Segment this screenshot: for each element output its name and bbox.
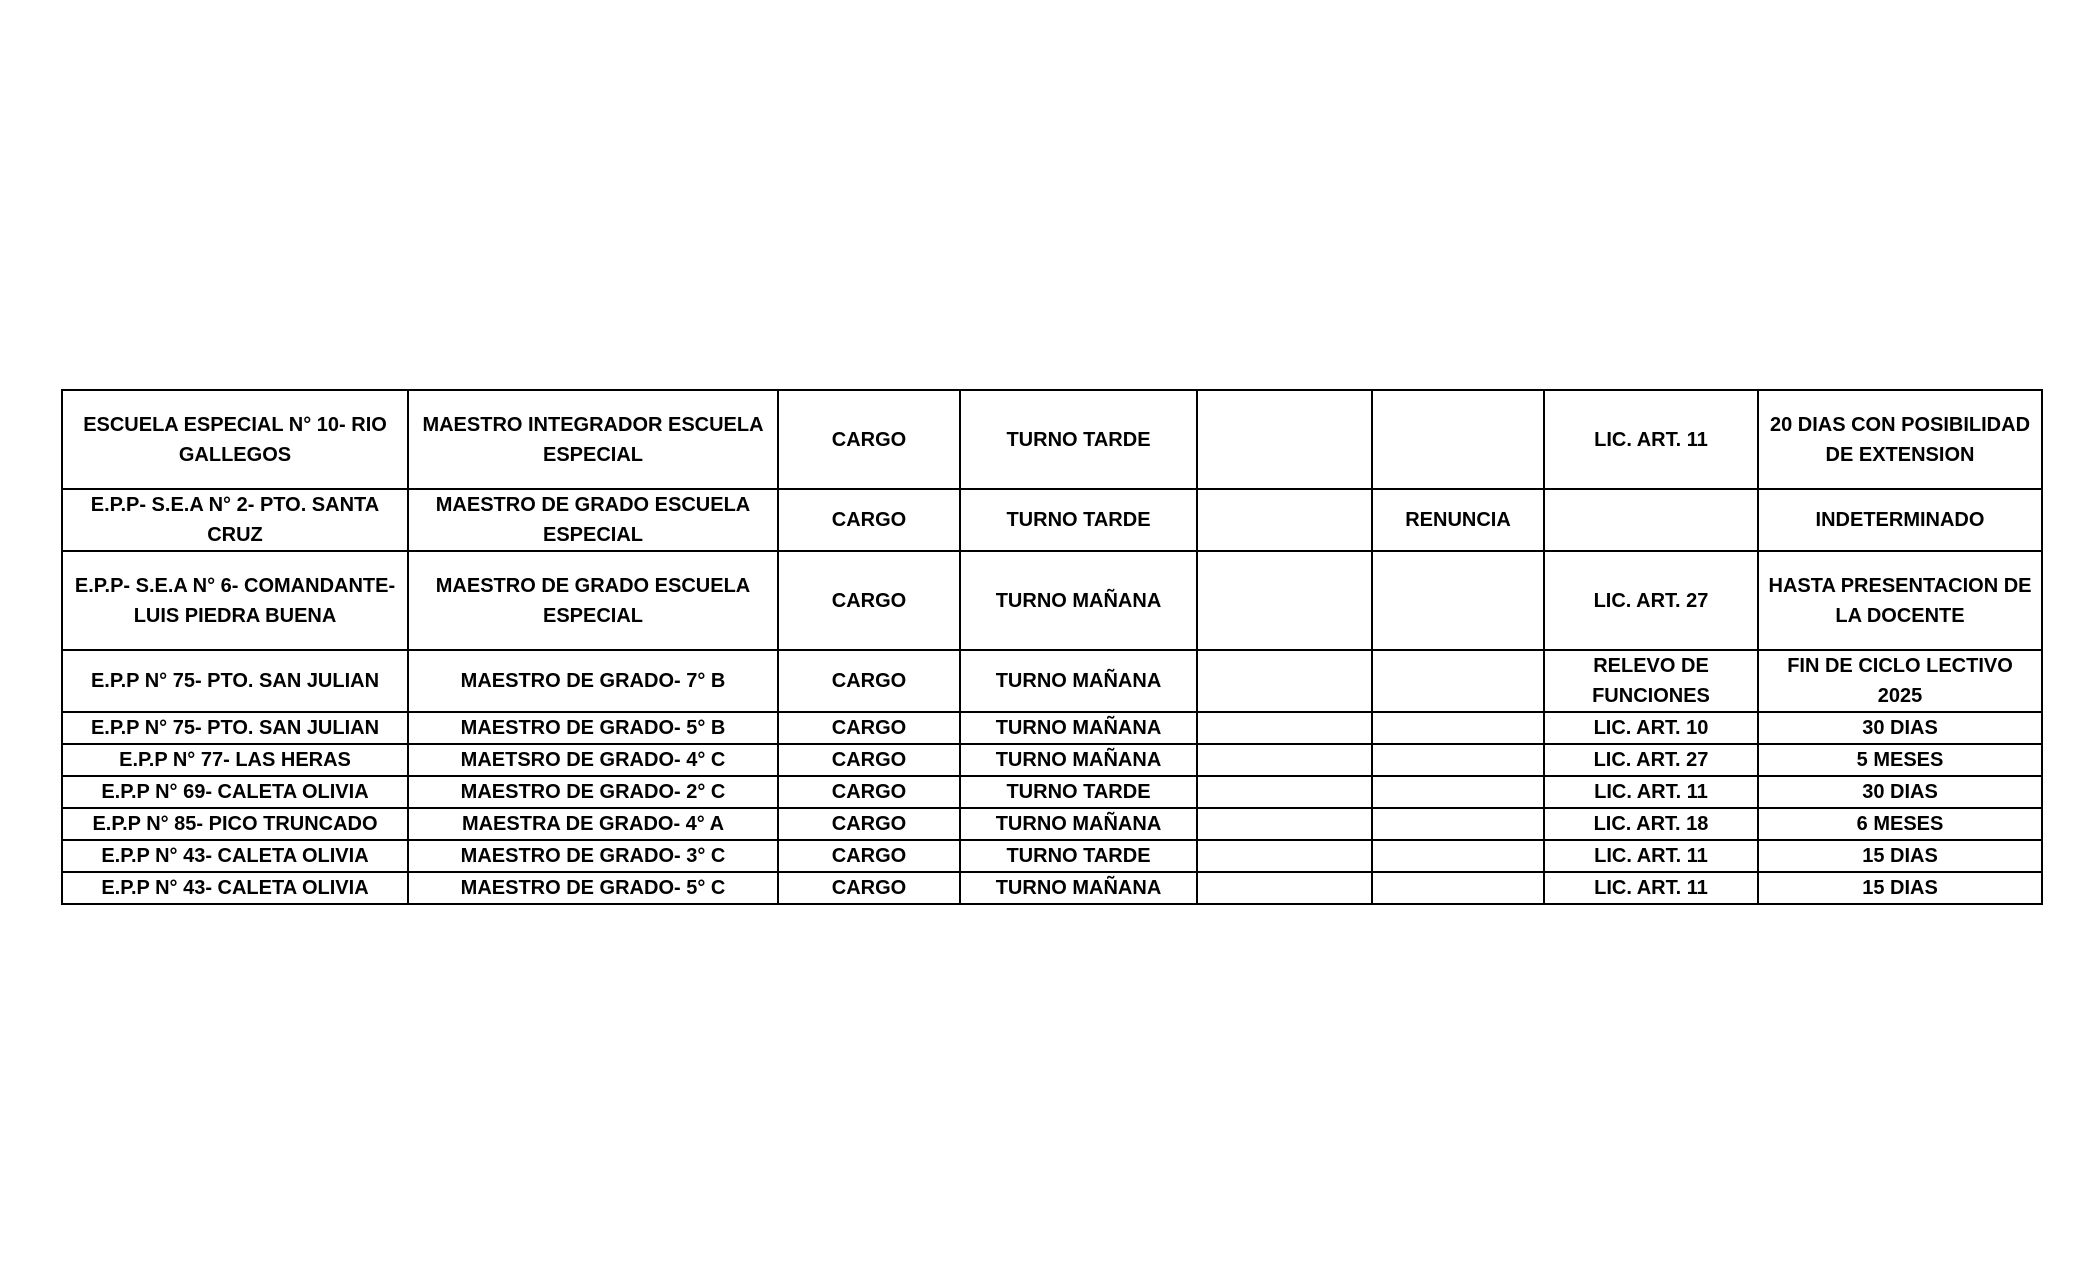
shift-cell: TURNO MAÑANA	[960, 650, 1197, 712]
school-cell: ESCUELA ESPECIAL N° 10- RIO GALLEGOS	[62, 390, 408, 489]
table-row	[62, 551, 2042, 650]
type-cell: CARGO	[778, 744, 960, 776]
reason-cell	[1372, 808, 1544, 840]
type-cell: CARGO	[778, 808, 960, 840]
shift-cell: TURNO TARDE	[960, 776, 1197, 808]
school-cell: E.P.P N° 43- CALETA OLIVIA	[62, 872, 408, 904]
empty-cell	[1197, 840, 1372, 872]
license-cell: LIC. ART. 11	[1544, 872, 1758, 904]
shift-cell: TURNO MAÑANA	[960, 551, 1197, 650]
school-cell: E.P.P N° 75- PTO. SAN JULIAN	[62, 650, 408, 712]
school-cell: E.P.P N° 69- CALETA OLIVIA	[62, 776, 408, 808]
position-cell: MAESTRA DE GRADO- 4° A	[408, 808, 778, 840]
table-row	[62, 390, 2042, 489]
empty-cell	[1197, 712, 1372, 744]
school-cell: E.P.P- S.E.A N° 6- COMANDANTE- LUIS PIEDRA BUENA	[62, 551, 408, 650]
reason-cell	[1372, 712, 1544, 744]
school-cell: E.P.P N° 77- LAS HERAS	[62, 744, 408, 776]
table-row	[62, 712, 2042, 744]
license-cell: RELEVO DE FUNCIONES	[1544, 650, 1758, 712]
table-row	[62, 489, 2042, 551]
license-cell: LIC. ART. 11	[1544, 776, 1758, 808]
table-row	[62, 808, 2042, 840]
position-cell: MAESTRO DE GRADO- 7° B	[408, 650, 778, 712]
shift-cell: TURNO MAÑANA	[960, 744, 1197, 776]
reason-cell	[1372, 390, 1544, 489]
duration-cell: 20 DIAS CON POSIBILIDAD DE EXTENSION	[1758, 390, 2042, 489]
license-cell: LIC. ART. 27	[1544, 551, 1758, 650]
reason-cell: RENUNCIA	[1372, 489, 1544, 551]
reason-cell	[1372, 551, 1544, 650]
position-cell: MAESTRO DE GRADO- 2° C	[408, 776, 778, 808]
empty-cell	[1197, 872, 1372, 904]
type-cell: CARGO	[778, 489, 960, 551]
empty-cell	[1197, 489, 1372, 551]
reason-cell	[1372, 776, 1544, 808]
type-cell: CARGO	[778, 872, 960, 904]
duration-cell: 30 DIAS	[1758, 776, 2042, 808]
duration-cell: 5 MESES	[1758, 744, 2042, 776]
position-cell: MAESTRO DE GRADO ESCUELA ESPECIAL	[408, 489, 778, 551]
duration-cell: FIN DE CICLO LECTIVO 2025	[1758, 650, 2042, 712]
shift-cell: TURNO TARDE	[960, 840, 1197, 872]
empty-cell	[1197, 551, 1372, 650]
empty-cell	[1197, 390, 1372, 489]
shift-cell: TURNO TARDE	[960, 390, 1197, 489]
position-cell: MAESTRO INTEGRADOR ESCUELA ESPECIAL	[408, 390, 778, 489]
position-cell: MAESTRO DE GRADO- 3° C	[408, 840, 778, 872]
type-cell: CARGO	[778, 776, 960, 808]
license-cell: LIC. ART. 11	[1544, 390, 1758, 489]
type-cell: CARGO	[778, 390, 960, 489]
table-row	[62, 650, 2042, 712]
empty-cell	[1197, 744, 1372, 776]
duration-cell: 6 MESES	[1758, 808, 2042, 840]
table-row	[62, 744, 2042, 776]
reason-cell	[1372, 840, 1544, 872]
position-cell: MAESTRO DE GRADO- 5° C	[408, 872, 778, 904]
license-cell: LIC. ART. 11	[1544, 840, 1758, 872]
type-cell: CARGO	[778, 840, 960, 872]
table-row	[62, 872, 2042, 904]
position-cell: MAESTRO DE GRADO ESCUELA ESPECIAL	[408, 551, 778, 650]
empty-cell	[1197, 650, 1372, 712]
table-row	[62, 840, 2042, 872]
school-cell: E.P.P- S.E.A N° 2- PTO. SANTA CRUZ	[62, 489, 408, 551]
reason-cell	[1372, 744, 1544, 776]
shift-cell: TURNO MAÑANA	[960, 712, 1197, 744]
shift-cell: TURNO MAÑANA	[960, 808, 1197, 840]
empty-cell	[1197, 808, 1372, 840]
position-cell: MAETSRO DE GRADO- 4° C	[408, 744, 778, 776]
empty-cell	[1197, 776, 1372, 808]
duration-cell: 15 DIAS	[1758, 872, 2042, 904]
duration-cell: 15 DIAS	[1758, 840, 2042, 872]
shift-cell: TURNO MAÑANA	[960, 872, 1197, 904]
license-cell: LIC. ART. 18	[1544, 808, 1758, 840]
school-cell: E.P.P N° 43- CALETA OLIVIA	[62, 840, 408, 872]
type-cell: CARGO	[778, 650, 960, 712]
table-row	[62, 776, 2042, 808]
vacancies-table	[61, 389, 2043, 905]
reason-cell	[1372, 650, 1544, 712]
reason-cell	[1372, 872, 1544, 904]
position-cell: MAESTRO DE GRADO- 5° B	[408, 712, 778, 744]
license-cell: LIC. ART. 10	[1544, 712, 1758, 744]
shift-cell: TURNO TARDE	[960, 489, 1197, 551]
school-cell: E.P.P N° 85- PICO TRUNCADO	[62, 808, 408, 840]
type-cell: CARGO	[778, 712, 960, 744]
duration-cell: 30 DIAS	[1758, 712, 2042, 744]
school-cell: E.P.P N° 75- PTO. SAN JULIAN	[62, 712, 408, 744]
duration-cell: INDETERMINADO	[1758, 489, 2042, 551]
duration-cell: HASTA PRESENTACION DE LA DOCENTE	[1758, 551, 2042, 650]
license-cell	[1544, 489, 1758, 551]
license-cell: LIC. ART. 27	[1544, 744, 1758, 776]
type-cell: CARGO	[778, 551, 960, 650]
